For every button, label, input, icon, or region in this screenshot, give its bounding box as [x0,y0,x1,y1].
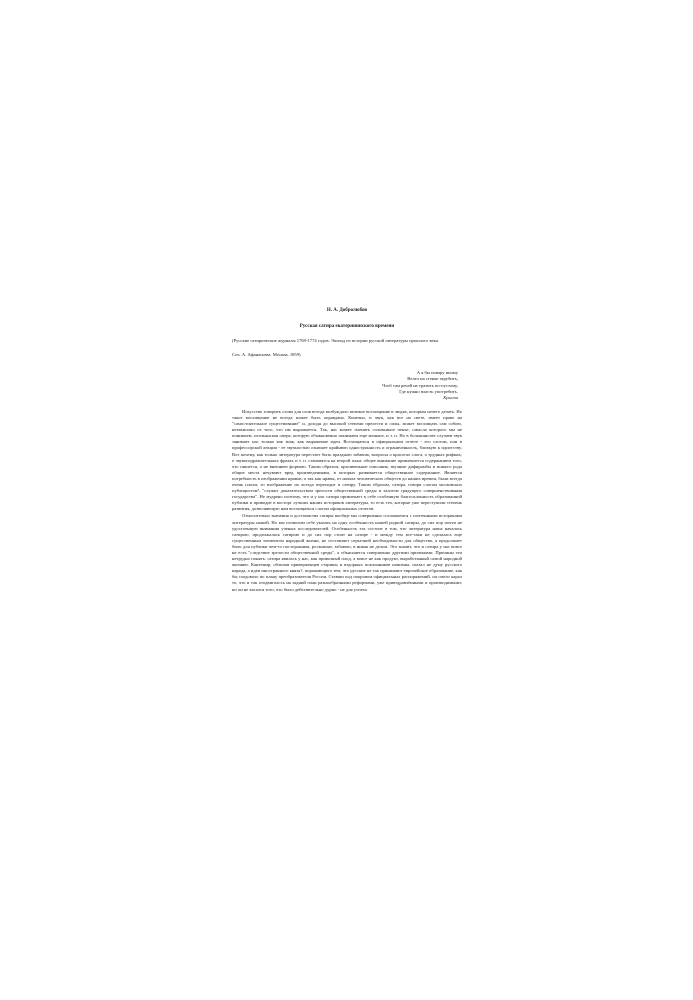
author-name: Н. А. Добролюбов [326,308,368,313]
body-paragraph: Относительно значения и достоинства сатиры вообще мы совершенно соглашаемся с почтенными историками литературы нашей. Но мы позволим себе указать на одну особенность нашей родной сатиры, до сих пор почти не удостоенную внимания ученых исследователей. Особенность эта состоит в том, что литература наша началась сатирою, продолжалась сатирою и до сих пор стоит на сатире - и между тем все-таки не сделалась еще существенным элементом народной жизни, не составляет серьезной необходимости для общества, а продолжает быть для публики чем-то посторонним, роскошью, забавою, в никак не делом. Это значит, что и сатира у нас вовсе не есть "следствие зрелости общественной среды", а объясняется совершенно другими причинами. Причины эти нетрудно понять: сатира явилась у нас, как привозный плод, а вовсе не как продукт, выработанный самой народной жизнию. Кантемир, обличая приверженцев старины и вздорных поклонников новизны, сказал не думу русского народа, а идеи иностранного князя?, поражающего тем, что русские не так принимают европейское образование, как бы сходовало по плану преобразователя России. Ставши под покровом официальных распоряжений, он смело карал то, что и так отодвигалось на задний план разнообразными реформами, уже привздравлёнными и производимыми; но он не касался того, что было действительно дурно - не для успеха [232,513,462,592]
epigraph-line: А я бы повару иному [416,370,458,376]
body-paragraph: Искусство говорить слова для слов всегда возбуждало великое восхищение в людях, которым нечего делать. Но такое восхищение не всегда может быть оправдано. Конечно, и звук, как все на свете, имеет право на "самостоятельное существование" и, доходя до высокой степени прелести и силы, может восхищать сам собою, независимо от того, что им выражается. Так, нас может пленять соловьиное пенье, смысла которого мы не понимаем, итальянская опера, которую обыкновенно понимаем еще меньше, и т. п. Но в большинстве случаев звук занимает нас только как знак, как выражение идеи. Восхищаться в официальном отчете - его слогом, или в профессорской лекции - ее звучностью означает крайнюю одностронность и ограниченность, близкую к идиотству. Вот почему, как только литература перестает быть праздною забавою, вопросы о красотах слога, о трудных рифмах, о звукоподражательных фразах и т. п. становятся на второй план: общее внимание привлекается содержанием того, что пишется, а не внешнею формою. Таким образом, красивенькие описания, звучные дифирамбы и всякого рода общие места нечувают вред произведениями, в которых развивается общественное содержание. Является потребность в изображении нравов; а так как нравы, от начала человеческих обществ до наших времен, были всегда очень плохи, то изображение их всегда переходит в сатиру. Таким образом, сатира, говоря слогом московских публицистов?, "служит доказательством зрелости общественной среды и залогом грядущего совершенствования государства". Не мудрено поэтому, что и у нас сатира привлекает к себе особенную благосклонность образованной публики и приводит в восторг лучших наших историков литературы, то есть тех, которые уже переступили степень развития, дозволяющую нам восхищаться слогом официальных отчетов. [232,408,462,512]
epigraph-line: Велел на стенке зарубить, [407,376,458,382]
document-subtitle: (Русские сатирические журналы 1769-1774 годов. Эпизод из истории русской литературы прошлого века. [232,338,440,344]
document-title: Русская сатира екатерининского времени [299,324,395,330]
document-source: Соч. А. Афанасьева. Москва, 1859) [232,352,301,358]
epigraph-signature: Крылов [443,394,458,400]
epigraph-line: Чтоб там речей не тратить по-пустому, [382,382,458,388]
epigraph-line: Где нужно власть употребить. [399,388,458,394]
document-text [232,308,462,593]
epigraph [232,370,458,400]
